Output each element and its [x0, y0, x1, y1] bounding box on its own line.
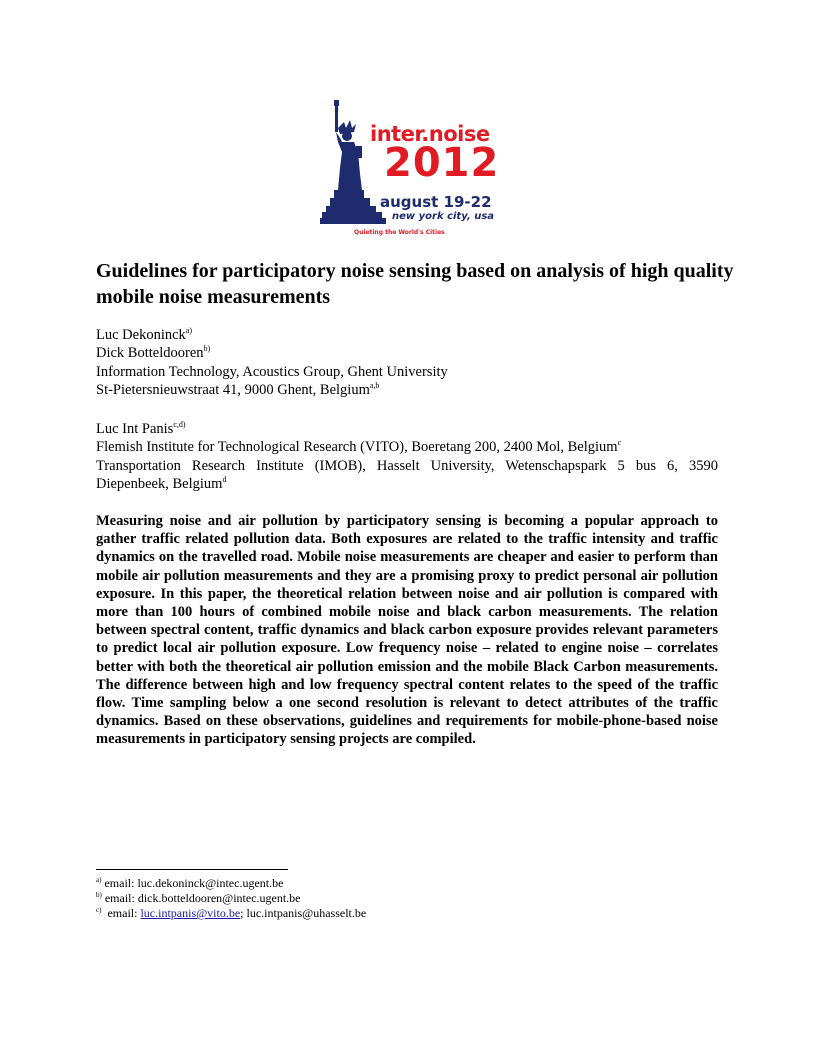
- author-line: [96, 344, 718, 362]
- email-link[interactable]: luc.intpanis@vito.be: [140, 906, 241, 920]
- author-name: Luc Int Panis: [96, 421, 174, 437]
- logo-year: 2012: [384, 140, 500, 186]
- logo-dates: august 19-22: [380, 193, 492, 211]
- affiliation-text: Flemish Institute for Technological Research (VITO), Boeretang 200, 2400 Mol, Belgium: [96, 439, 618, 456]
- author-block-2: [96, 420, 718, 494]
- affiliation-mark: d: [222, 475, 227, 485]
- author-mark: a): [185, 326, 193, 336]
- author-mark: c,d): [173, 420, 186, 430]
- footnote-divider: [96, 869, 288, 870]
- footnote: [96, 906, 718, 921]
- footnote-mark: a): [96, 876, 102, 884]
- logo-inter-noise: inter.noise: [370, 122, 490, 146]
- footnote: [96, 876, 718, 891]
- paper-title: Guidelines for participatory noise sensing based on analysis of high quality mobile noise measurements: [96, 260, 734, 308]
- footnote-text: email: luc.dekoninck@intec.ugent.be: [104, 876, 284, 890]
- footnotes: [96, 876, 718, 921]
- footnote-text: email: dick.botteldooren@intec.ugent.be: [104, 891, 301, 905]
- footnote: [96, 891, 718, 906]
- author-line: [96, 326, 718, 344]
- logo-location: new york city, usa: [392, 211, 495, 222]
- abstract: Measuring noise and air pollution by participatory sensing is becoming a popular approach to gather traffic related pollution data. Both exposures are related to the traffic intensity and traffic dynamics on the travelled road. Mobile noise measurements are cheaper and easier to perform than mobile air pollution measurements and they are a promising proxy to predict personal air pollution exposure. In this paper, the theoretical relation between noise and air pollution is compared with more than 100 hours of combined mobile noise and black carbon measurements. The relation between spectral content, traffic dynamics and black carbon exposure provides relevant parameters to predict local air pollution exposure. Low frequency noise – related to engine noise – correlates better with both the theoretical air pollution emission and the mobile Black Carbon measurements. The difference between high and low frequency spectral content relates to the speed of the traffic flow. Time sampling below a one second resolution is relevant to detect attributes of the traffic dynamics. Based on these observations, guidelines and requirements for mobile-phone-based noise measurements in participatory sensing projects are compiled.: [96, 513, 718, 748]
- affiliation-text: St-Pietersnieuwstraat 41, 9000 Ghent, Belgium: [96, 382, 370, 399]
- affiliation: [96, 457, 718, 494]
- affiliation: [96, 381, 718, 399]
- author-mark: b): [203, 344, 211, 354]
- author-name: Dick Botteldooren: [96, 345, 204, 362]
- footnote-suffix: ; luc.intpanis@uhasselt.be: [240, 906, 367, 920]
- author-name: Luc Dekoninck: [96, 327, 186, 343]
- conference-logo: [320, 98, 500, 240]
- footnote-mark: c): [96, 906, 102, 914]
- affiliation-text: Transportation Research Institute (IMOB), Hasselt University, Wetenschapspark 5 bus 6, 3590 Diepenbeek, Belgium: [96, 457, 718, 493]
- logo-tagline: Quieting the World's Cities: [354, 229, 445, 236]
- affiliation-mark: a,b: [369, 381, 380, 391]
- footnote-prefix: email:: [107, 906, 141, 920]
- author-line: [96, 420, 718, 438]
- author-block-1: [96, 326, 718, 400]
- affiliation: [96, 438, 718, 456]
- affiliation: Information Technology, Acoustics Group, Ghent University: [96, 363, 448, 380]
- affiliation-mark: c: [617, 438, 622, 448]
- footnote-mark: b): [96, 891, 102, 899]
